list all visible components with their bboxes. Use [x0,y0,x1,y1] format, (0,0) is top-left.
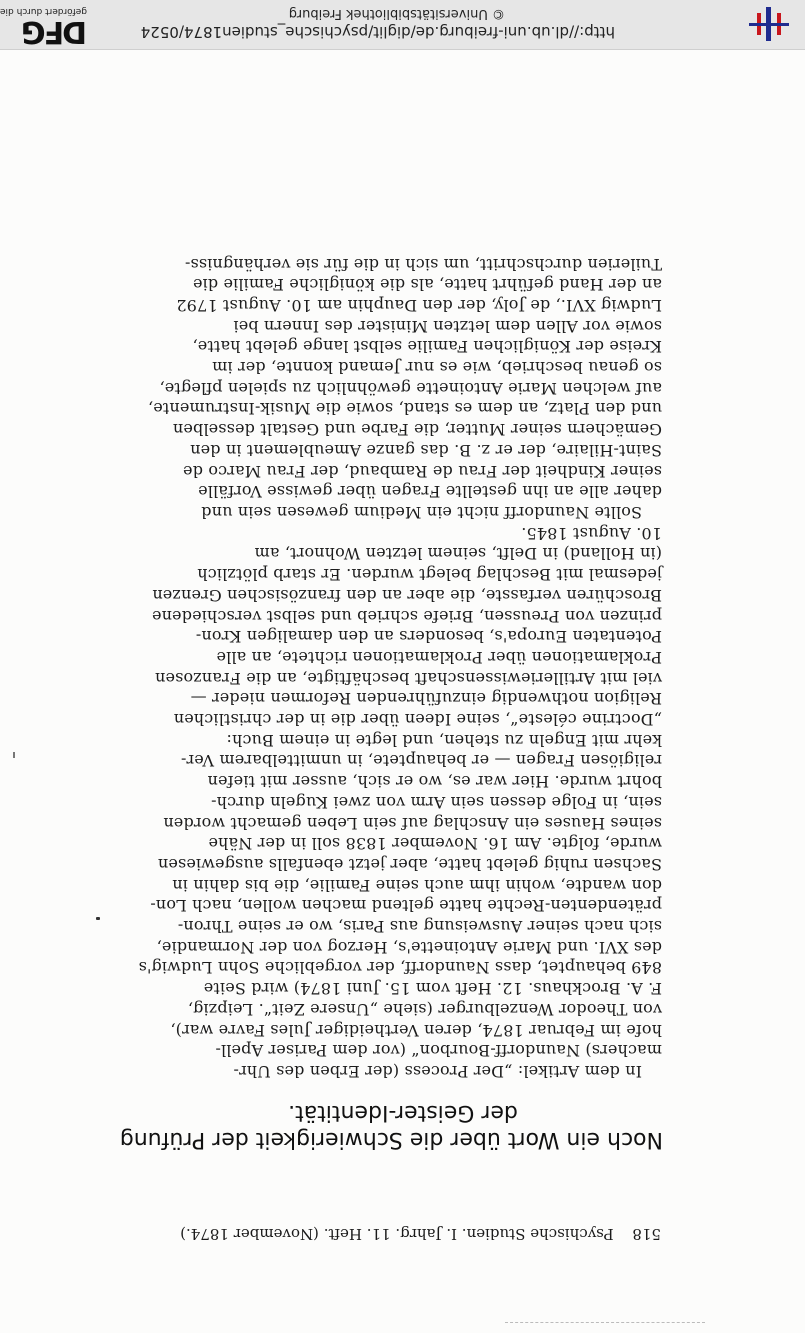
page-number: 518 [632,1225,661,1243]
text-line: Tuilerien durchschritt, um sich in die für sie verhängniss- [184,254,662,274]
text-line: sowie vor Allen dem letzten Minister des Innern bei [233,316,662,336]
text-line: Proklamationen über Proklamationen richtete, an alle [216,647,662,667]
text-line: Ludwig XVI., de Joly, der den Dauphin am 10. August 1792 [176,295,662,315]
text-line: Potentaten Europa's, besonders an den damaligen Kron- [195,627,662,647]
text-line: Sachsen ruhig gelebt hatte, aber jetzt ebenfalls ausgewiesen [157,854,662,874]
text-line: machers) Naundorff-Bourbon“ (vor dem Pariser Apell- [215,1041,662,1061]
text-line: „Doctrine céleste“, seine Ideen über die in der christlichen [173,710,662,730]
text-line: hofe im Februar 1874, deren Vertheidiger Jules Favre war), [170,1020,662,1040]
text-line: bohrt wurde. Hier war es, wo er sich, ausser mit tiefen [207,772,662,792]
text-line: Gemächern seiner Mutter, die Farbe und Gestalt desselben [172,420,662,440]
text-line: religiösen Fragen — er behauptete, in unmittelbarem Ver- [180,751,662,771]
text-line: don wandte, wohin ihm auch seine Familie, die bis dahin in [172,875,662,895]
text-line: 849 behauptet, dass Naundorff, der vorgebliche Sohn Ludwig's [138,958,662,978]
text-line: so genau beschrieb, wie es nur Jemand konnte, der im [212,358,662,378]
text-line: Religion nothwendig einzuführenden Reformen nieder — [190,689,662,709]
text-line: und den Platz, an dem es stand, sowie die Musik-Instrumente, [147,399,662,419]
text-line: 10. August 1845. [521,523,662,543]
text-line: prätendenten-Rechte hatte geltend machen wollen, nach Lon- [150,896,662,916]
permalink-url[interactable]: http://dl.ub.uni-freiburg.de/diglit/psychische_studien1874/0524 [140,23,615,41]
ink-speck [96,917,100,920]
dfg-logo-subtext: gefördert durch die [0,6,87,16]
text-line: F. A. Brockhaus. 12. Heft vom 15. Juni 1874) wird Seite [203,979,662,999]
text-line: jedesmal mit Beschlag belegt wurden. Er starb plötzlich [197,565,662,585]
text-line: auf welchen Marie Antoinette gewöhnlich zu spielen pflegte, [159,378,662,398]
running-head [180,1225,661,1243]
scan-edge-rule [505,1322,705,1323]
text-line: Broschüren verfasste, die aber an den französischen Grenzen [152,585,662,605]
running-head-text: Psychische Studien. I. Jahrg. 11. Heft. (November 1874.) [180,1225,614,1243]
text-line: seiner Kindheit der Frau de Rambaud, der Frau Marco de [182,461,662,481]
title-line: der Geister-Identität. [288,1100,518,1125]
dfg-logo-text: DFG [22,14,87,49]
text-line: prinzen von Preussen, Briefe schrieb und selbst verschiedene [151,606,662,626]
text-line: von Theodor Wenzelburger (siehe „Unsere Zeit“. Leipzig, [187,999,662,1019]
ub-freiburg-logo-icon[interactable] [747,5,791,43]
text-line: Saint-Hilaire, der er z. B. das ganze Ameublement in den [190,440,662,460]
text-line: an der Hand geführt hatte, als die königliche Familie die [192,275,662,295]
text-line: Kreise der Königlichen Familie selbst lange gelebt hatte, [192,337,662,357]
text-line: des XVI. und Marie Antoinette's, Herzog von der Normandie, [156,937,662,957]
text-line: sich nach seiner Ausweisung aus Paris, wo er seine Thron- [177,917,662,937]
text-line: In dem Artikel: „Der Process (der Erben des Uhr- [233,1062,642,1081]
text-line: seines Hauses ein Anschlag auf sein Leben gemacht worden [163,813,662,833]
article-body [106,253,662,1081]
text-line: Sollte Naundorff nicht ein Medium gewesen sein und [201,503,642,523]
library-banner [0,0,805,50]
text-line: wurde, folgte. Am 16. November 1838 soll in der Nähe [208,834,662,854]
text-line: daher alle an ihn gestellte Fragen über gewisse Vorfälle [198,482,662,502]
article-title [119,1099,663,1153]
dfg-logo-icon[interactable] [0,2,87,49]
text-line: (in Holland) in Delft, seinem letzten Wohnort, am [254,544,662,564]
text-line: viel mit Artilleriewissenschaft beschäftigte, an die Franzosen [154,668,662,688]
copyright-notice: © Universitätsbibliothek Freiburg [288,6,505,21]
text-line: sein, in Folge dessen sein Arm von zwei Kugeln durch- [211,792,662,812]
margin-mark [13,752,15,758]
title-line: Noch ein Wort über die Schwierigkeit der Prüfung [119,1127,663,1152]
text-line: kehr mit Engeln zu stehen, und legte in einem Buch: [226,730,662,750]
